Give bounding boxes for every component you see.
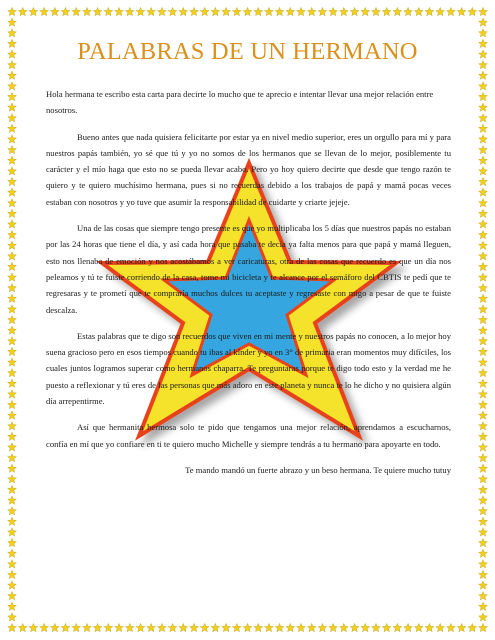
letter-body <box>46 86 451 478</box>
letter-paragraph: Una de las cosas que siempre tengo presente es que yo multiplicaba los 5 días que nuestros papás no estaban por las 24 horas que tiene el día, y así cada hora que pasaba te decía ya falta menos para que papá y mamá lleguen, esto nos llenaba de emoción y nos acostábamos a ver caricaturas, otra de las cosas que recuerdo es que un día nos peleamos y tú te fuiste corriendo de la casa, tome mi bicicleta y te alcance por el semáforo del CBTIS te pedí que te regresaras y te prometí que te compraría muchos dulces tu aceptaste y regresaste con migo a pesar de que te fuiste descalza. <box>46 223 451 315</box>
letter-paragraph: Bueno antes que nada quisiera felicitarte por estar ya en nivel medio superior, eres un orgullo para mí y para nuestros papás también, yo sé que tú y yo no somos de los hermanos que se llevan de lo mejor, posiblemente tu carácter y el mío haga que esto no se pueda llevar acabo. Pero yo hoy quiero decirte que desde que tengo razón te quiero y te quiero muchísimo hermana, pues si no recuerdas debido a los trabajos de papá y mamá pocas veces estaban con nosotros y yo tuve que asumir la responsabilidad de cuidarte y criarte jejeje. <box>46 131 451 207</box>
letter-closing: Te mando mandó un fuerte abrazo y un beso hermana. Te quiere mucho tutuy <box>185 464 451 475</box>
page-title: PALABRAS DE UN HERMANO <box>77 38 418 65</box>
letter-paragraph-greeting: Hola hermana te escribo esta carta para decirte lo mucho que te aprecio e intentar llevar una mejor relación entre nosotros. <box>46 89 434 116</box>
letter-paragraph: Estas palabras que te digo son recuerdos que viven en mi mente y nuestros papás no conocen, a lo mejor hoy suena gracioso pero en esos tiempos cuando tu ibas al kínder y yo en 3° de primaria eran momentos muy difíciles, los cuales juntos logramos superar como hermanos chaparra. Te preguntaras porque te digo todo esto y la verdad me he puesto a reflexionar y tú eres de las personas que más adoro en este planeta y nunca te lo he dicho y no quisiera algún día arrepentirme. <box>46 330 451 407</box>
letter-paragraph: Así que hermanita hermosa solo te pido que tengamos una mejor relación, aprendamos a escucharnos, confía en mí que yo confiare en ti te quiero mucho Michelle y siempre tendrás a tu hermano para apoyarte en todo. <box>46 422 451 449</box>
